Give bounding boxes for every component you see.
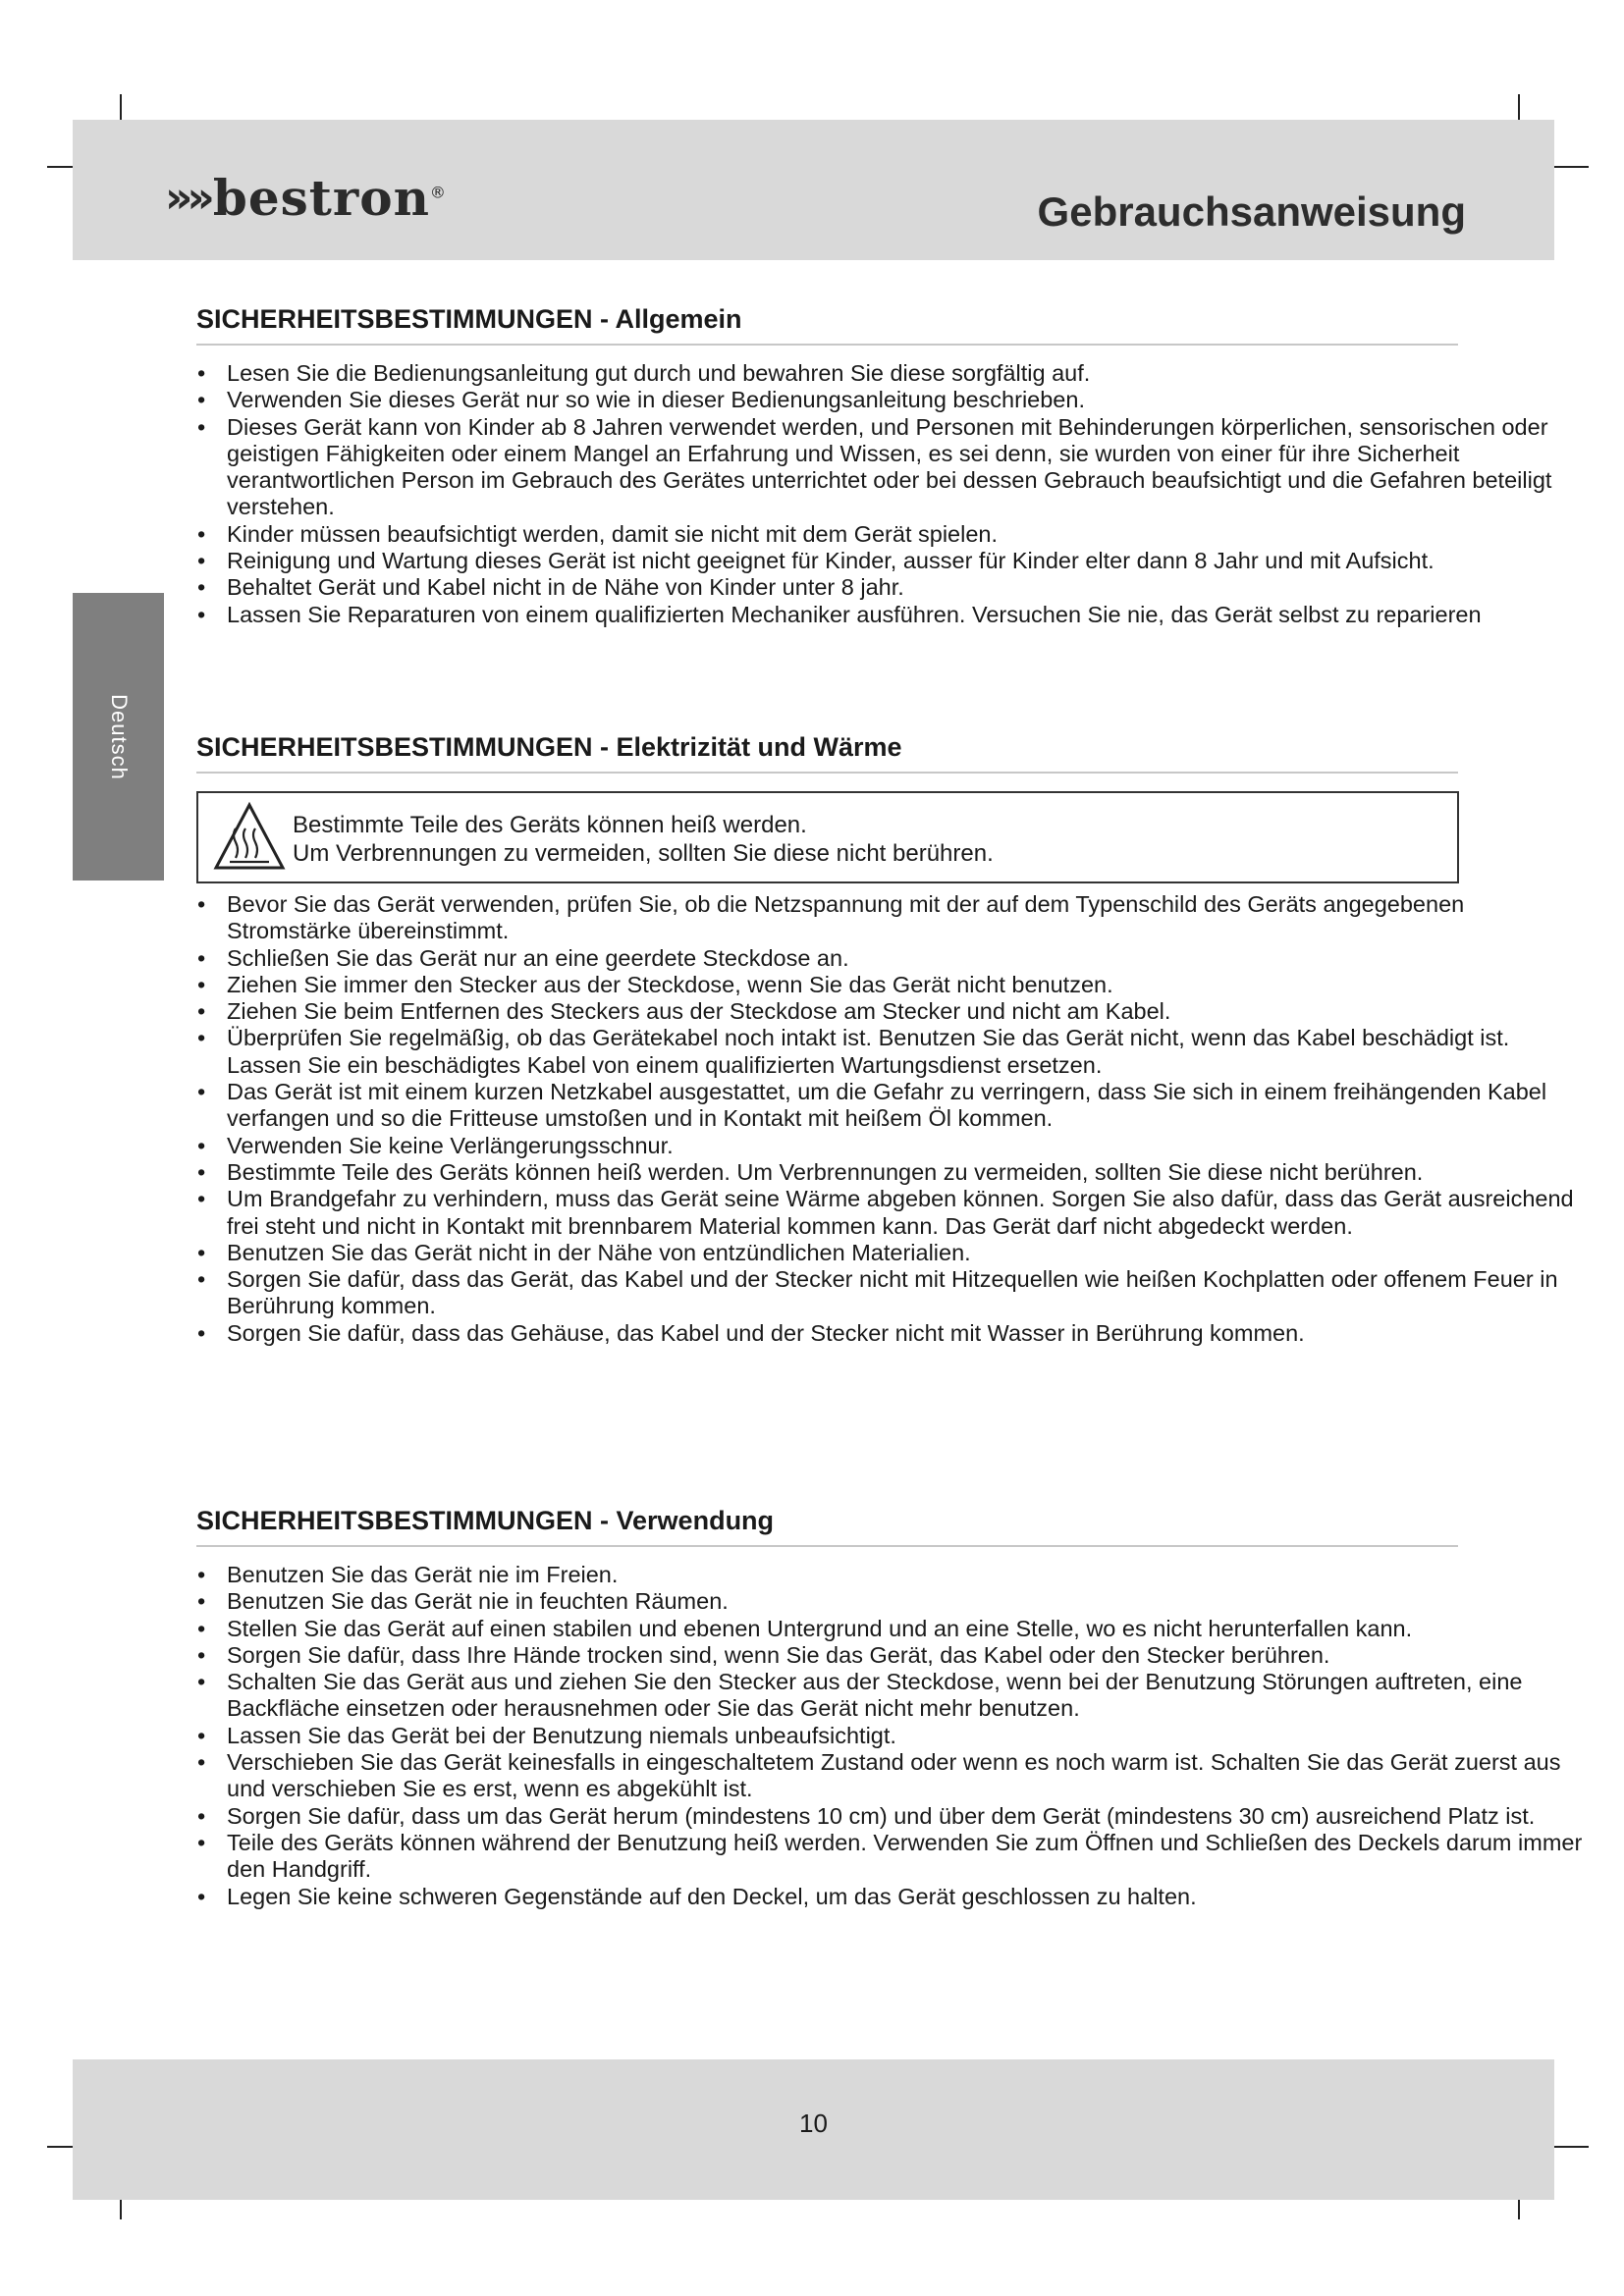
list-item: • Benutzen Sie das Gerät nie im Freien. [191,1562,1586,1588]
list-item: • Überprüfen Sie regelmäßig, ob das Gerätekabel noch intakt ist. Benutzen Sie das Gerät nicht, wenn das Kabel beschädigt ist. Lassen Sie ein beschädigtes Kabel von einem qualifizierten Wartungsdienst ersetzen. [191,1025,1586,1079]
list-item: • Schließen Sie das Gerät nur an eine geerdete Steckdose an. [191,945,1586,972]
brand-name: bestron® [212,169,447,227]
warning-line: Bestimmte Teile des Geräts können heiß werden. [293,812,807,838]
section-title-verwendung: SICHERHEITSBESTIMMUNGEN - Verwendung [196,1506,775,1535]
hot-surface-warning [196,791,1459,883]
list-item: • Verwenden Sie dieses Gerät nur so wie in dieser Bedienungsanleitung beschrieben. [191,387,1586,413]
page-footer [73,2059,1554,2200]
warning-text [293,811,994,868]
list-item: • Lassen Sie Reparaturen von einem qualifizierten Mechaniker ausführen. Versuchen Sie nie, das Gerät selbst zu reparieren [191,602,1586,628]
brand-logo [165,169,447,227]
list-item: • Ziehen Sie beim Entfernen des Steckers aus der Steckdose am Stecker und nicht am Kabel. [191,998,1586,1025]
list-item: • Behaltet Gerät und Kabel nicht in de Nähe von Kinder unter 8 jahr. [191,574,1586,601]
list-item: • Um Brandgefahr zu verhindern, muss das Gerät seine Wärme abgeben können. Sorgen Sie also dafür, dass das Gerät ausreichend frei steht und nicht in Kontakt mit brennbarem Material kommen kann. Das Gerät darf nicht abgedeckt werden. [191,1186,1586,1240]
list-item: • Legen Sie keine schweren Gegenstände auf den Deckel, um das Gerät geschlossen zu halten. [191,1884,1586,1910]
page-number: 10 [799,2109,828,2138]
section-title-allgemein: SICHERHEITSBESTIMMUNGEN - Allgemein [196,304,742,334]
hot-surface-warning-icon [212,801,287,872]
list-verwendung [191,1562,1586,1910]
warning-line: Um Verbrennungen zu vermeiden, sollten Sie diese nicht berühren. [293,840,994,867]
language-tab [73,593,164,881]
chevrons-icon: »» [165,173,209,223]
page-header [73,120,1554,260]
document-title: Gebrauchsanweisung [1037,188,1466,235]
list-item: • Sorgen Sie dafür, dass um das Gerät herum (mindestens 10 cm) und über dem Gerät (mindestens 30 cm) ausreichend Platz ist. [191,1803,1586,1830]
language-tab-label: Deutsch [106,693,132,780]
section-divider [196,772,1458,774]
list-item: • Sorgen Sie dafür, dass Ihre Hände trocken sind, wenn Sie das Gerät, das Kabel oder den Stecker berühren. [191,1642,1586,1669]
list-item: • Lassen Sie das Gerät bei der Benutzung niemals unbeaufsichtigt. [191,1723,1586,1749]
list-item: • Bevor Sie das Gerät verwenden, prüfen Sie, ob die Netzspannung mit der auf dem Typenschild des Geräts angegebenen Stromstärke übereinstimmt. [191,891,1586,945]
list-allgemein [191,360,1586,628]
list-item: • Lesen Sie die Bedienungsanleitung gut durch und bewahren Sie diese sorgfältig auf. [191,360,1586,387]
list-item: • Benutzen Sie das Gerät nicht in der Nähe von entzündlichen Materialien. [191,1240,1586,1266]
list-elektrizitaet [191,891,1586,1347]
list-item: • Kinder müssen beaufsichtigt werden, damit sie nicht mit dem Gerät spielen. [191,521,1586,548]
list-item: • Verschieben Sie das Gerät keinesfalls in eingeschaltetem Zustand oder wenn es noch warm ist. Schalten Sie das Gerät zuerst aus und verschieben Sie es erst, wenn es abgekühlt ist. [191,1749,1586,1803]
list-item: • Teile des Geräts können während der Benutzung heiß werden. Verwenden Sie zum Öffnen und Schließen des Deckels darum immer den Handgriff. [191,1830,1586,1884]
list-item: • Verwenden Sie keine Verlängerungsschnur. [191,1133,1586,1159]
list-item: • Sorgen Sie dafür, dass das Gerät, das Kabel und der Stecker nicht mit Hitzequellen wie heißen Kochplatten oder offenem Feuer in Berührung kommen. [191,1266,1586,1320]
list-item: • Bestimmte Teile des Geräts können heiß werden. Um Verbrennungen zu vermeiden, sollten Sie diese nicht berühren. [191,1159,1586,1186]
list-item: • Schalten Sie das Gerät aus und ziehen Sie den Stecker aus der Steckdose, wenn bei der Benutzung Störungen auftreten, eine Backfläche einsetzen oder herausnehmen oder Sie das Gerät nicht mehr benutzen. [191,1669,1586,1723]
list-item: • Stellen Sie das Gerät auf einen stabilen und ebenen Untergrund und an eine Stelle, wo es nicht herunterfallen kann. [191,1616,1586,1642]
section-divider [196,1545,1458,1547]
list-item: • Das Gerät ist mit einem kurzen Netzkabel ausgestattet, um die Gefahr zu verringern, dass Sie sich in einem freihängenden Kabel verfangen und so die Fritteuse umstoßen und in Kontakt mit heißem Öl kommen. [191,1079,1586,1133]
section-divider [196,344,1458,346]
list-item: • Reinigung und Wartung dieses Gerät ist nicht geeignet für Kinder, ausser für Kinder elter dann 8 Jahr und mit Aufsicht. [191,548,1586,574]
list-item: • Benutzen Sie das Gerät nie in feuchten Räumen. [191,1588,1586,1615]
section-title-elektrizitaet: SICHERHEITSBESTIMMUNGEN - Elektrizität und Wärme [196,732,902,762]
list-item: • Ziehen Sie immer den Stecker aus der Steckdose, wenn Sie das Gerät nicht benutzen. [191,972,1586,998]
list-item: • Sorgen Sie dafür, dass das Gehäuse, das Kabel und der Stecker nicht mit Wasser in Berührung kommen. [191,1320,1586,1347]
list-item: • Dieses Gerät kann von Kinder ab 8 Jahren verwendet werden, und Personen mit Behinderungen körperlichen, sensorischen oder geistigen Fähigkeiten oder einem Mangel an Erfahrung und Wissen, es sei denn, sie wurden von einer für ihre Sicherheit verantwortlichen Person im Gebrauch des Gerätes unterrichtet oder bei dessen Gebrauch beaufsichtigt und die Gefahren beteiligt verstehen. [191,414,1586,521]
